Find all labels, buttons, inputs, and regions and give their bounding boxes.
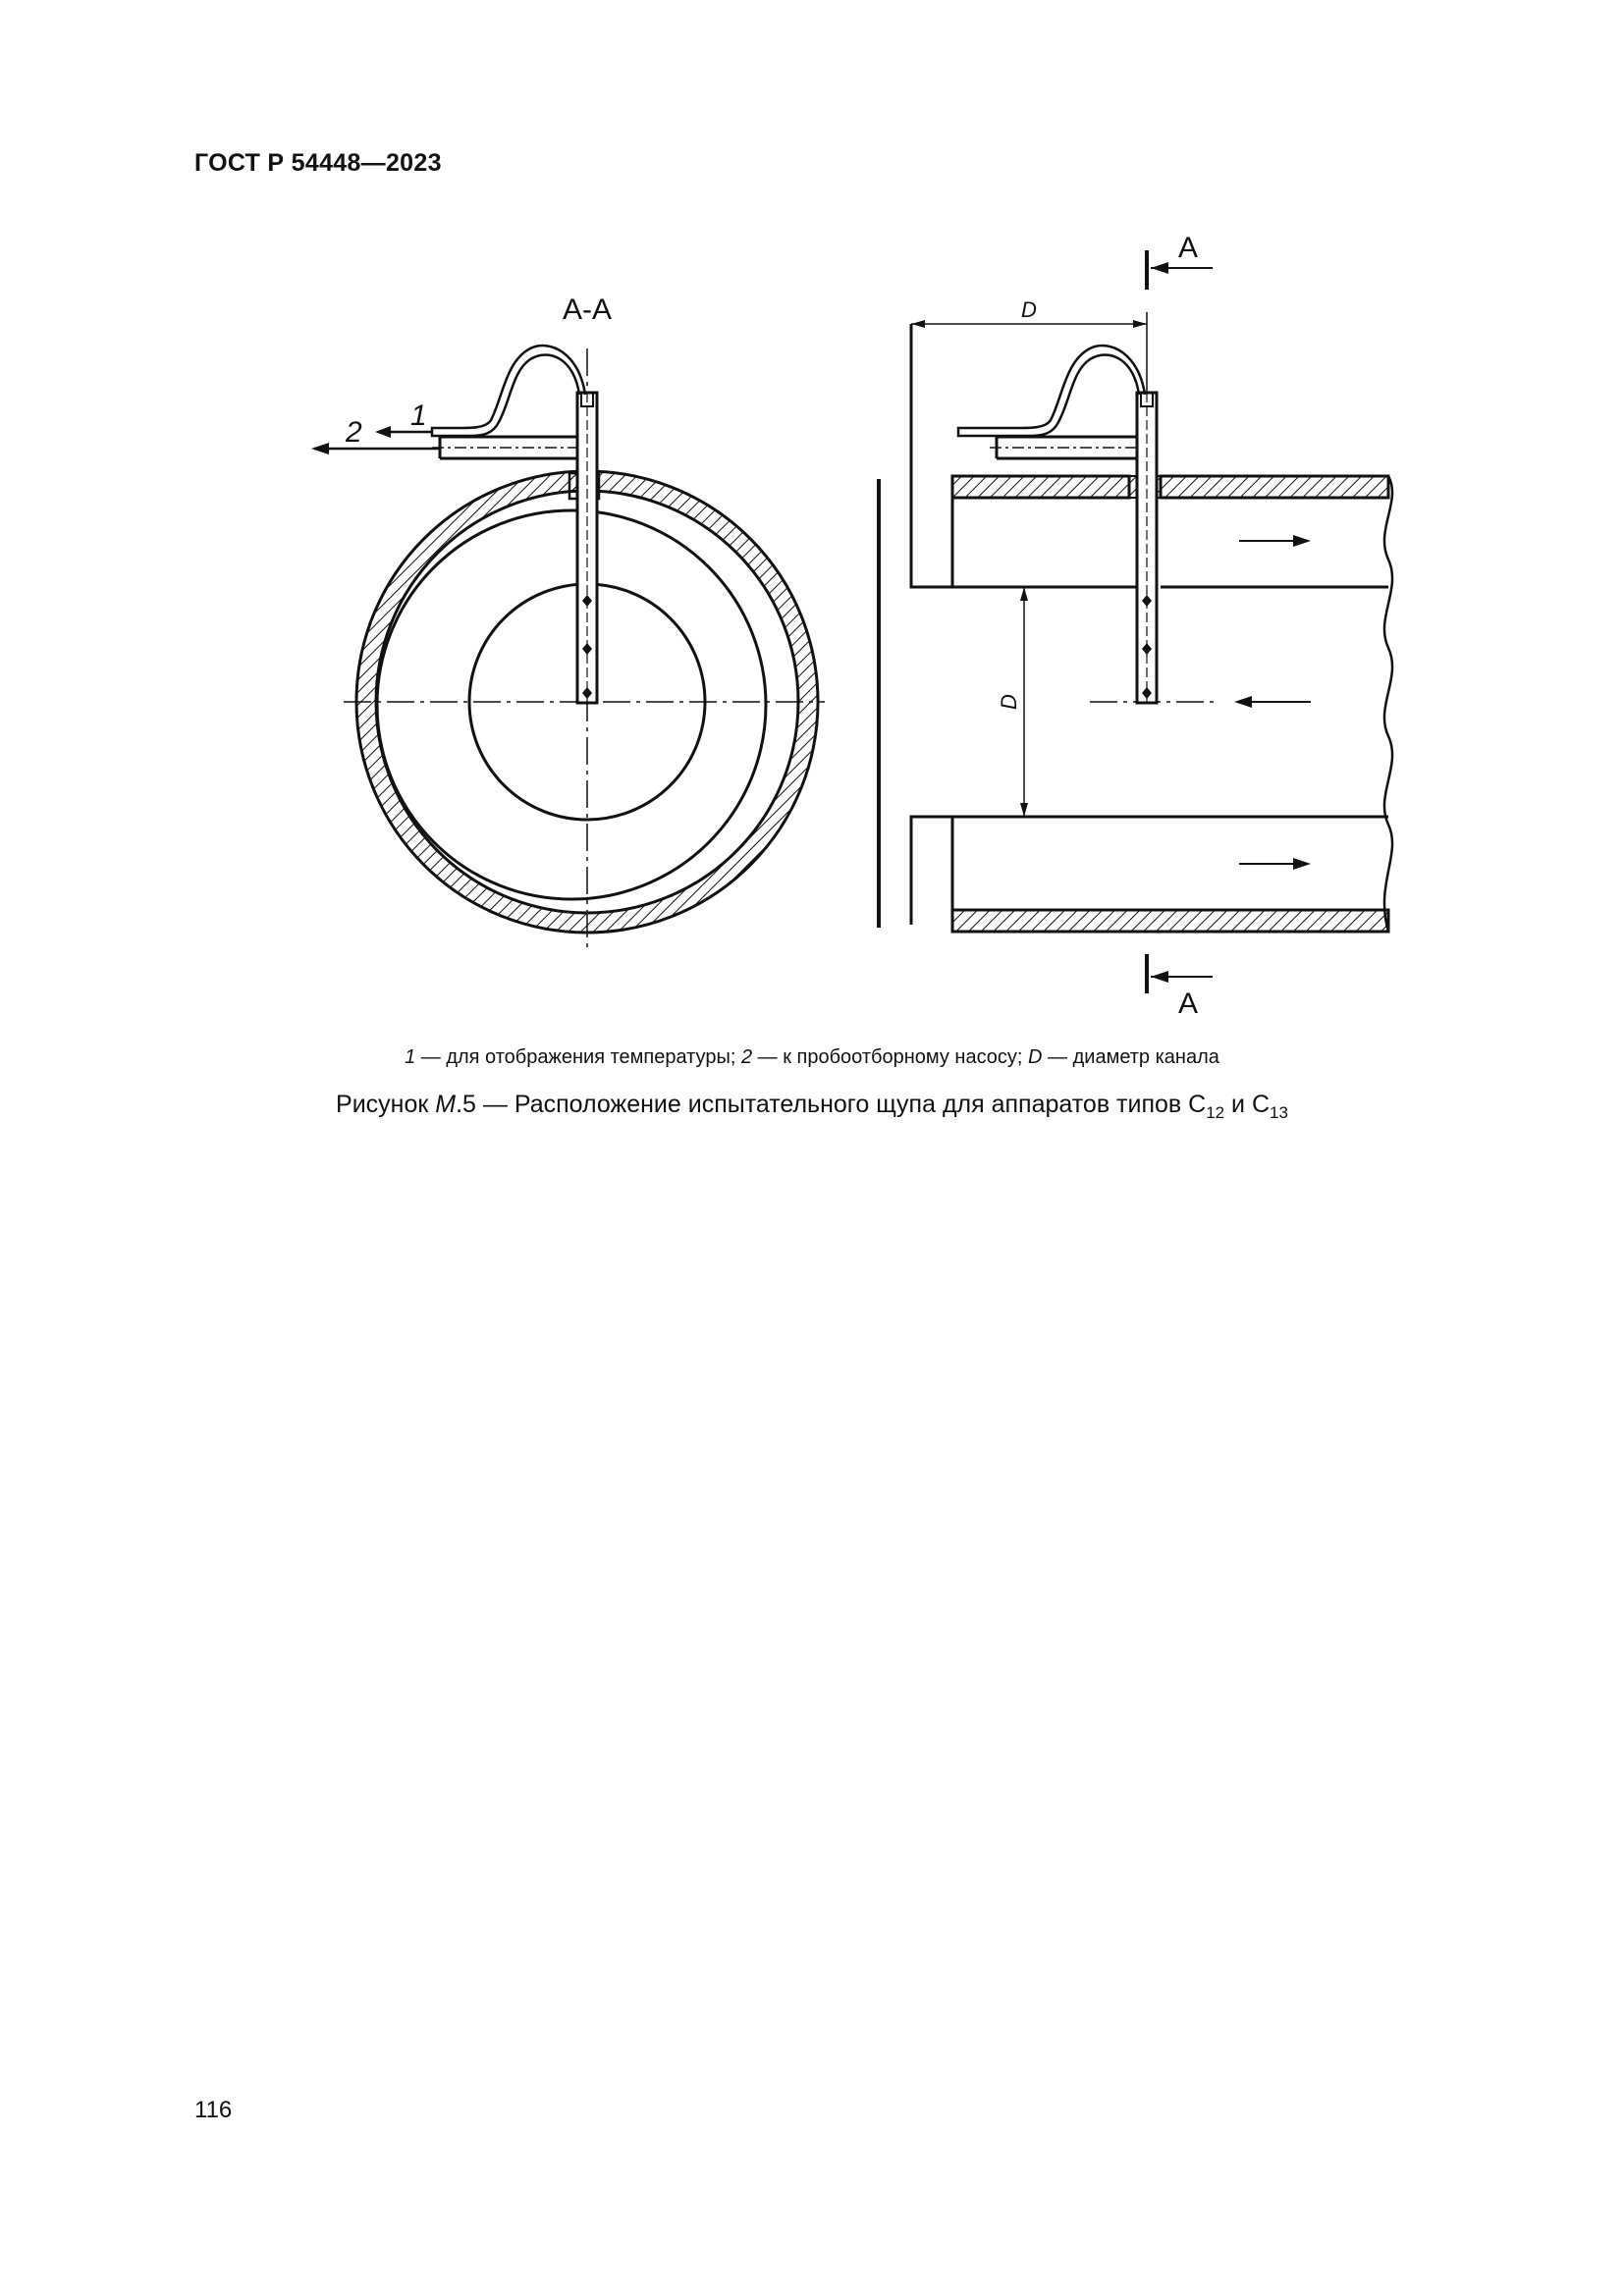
section-mark-bottom: А — [1177, 988, 1199, 1020]
section-view — [311, 294, 825, 947]
document-header: ГОСТ Р 54448—2023 — [194, 149, 442, 177]
dimension-side: D — [997, 694, 1021, 710]
probe-longitudinal — [1137, 393, 1157, 703]
probe-section — [577, 393, 597, 703]
section-title: А-А — [562, 294, 613, 326]
label-2: 2 — [346, 416, 362, 449]
section-mark-top: А — [1177, 232, 1199, 264]
label-1: 1 — [410, 400, 427, 432]
dimension-top: D — [1021, 297, 1037, 322]
figure-caption: Рисунок М.5 — Расположение испытательного щупа для аппаратов типов $С_{12}$ и $С_{13}$ — [336, 1091, 1288, 1122]
longitudinal-view — [879, 232, 1392, 1020]
technical-drawing — [0, 0, 1624, 1060]
page-number: 116 — [194, 2097, 233, 2123]
figure-legend: 1 — для отображения температуры; 2 — к пробоотборному насосу; D — диаметр канала — [405, 1046, 1219, 1068]
